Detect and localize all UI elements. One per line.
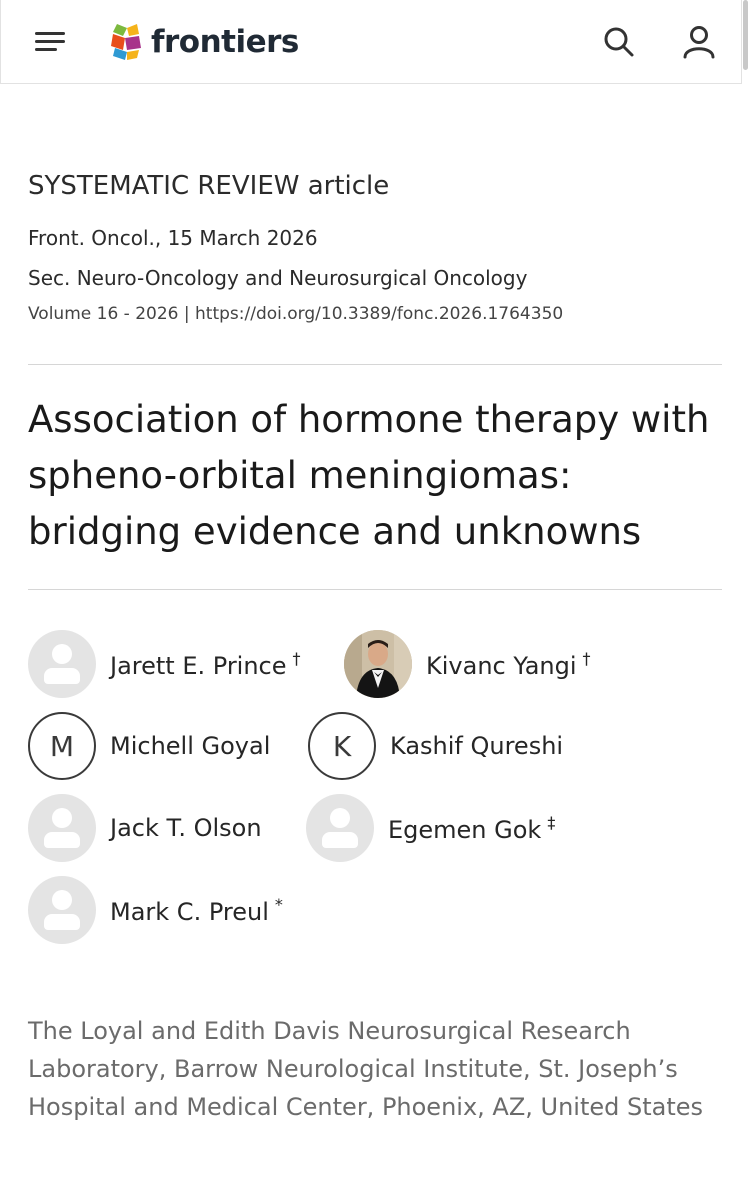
author-name: Michell Goyal [110, 732, 271, 760]
search-icon[interactable] [599, 22, 639, 62]
frontiers-cube-icon [109, 22, 145, 62]
journal-section: Sec. Neuro-Oncology and Neurosurgical Oncology [28, 266, 528, 290]
frontiers-logo[interactable] [109, 20, 299, 64]
avatar-placeholder-icon [28, 794, 96, 862]
author-item[interactable] [28, 630, 301, 698]
author-name: Kashif Qureshi [390, 732, 564, 760]
author-item[interactable] [306, 794, 555, 862]
doi-link[interactable]: https://doi.org/10.3389/fonc.2026.1764350 [195, 304, 564, 324]
avatar-placeholder-icon [306, 794, 374, 862]
volume-label: Volume 16 - 2026 [28, 304, 179, 324]
avatar-initial: K [308, 712, 376, 780]
volume-line [28, 302, 728, 326]
affiliation-text: The Loyal and Edith Davis Neurosurgical Research Laboratory, Barrow Neurological Institute, St. Joseph’s Hospital and Medical Center, Phoenix, AZ, United States [28, 1017, 704, 1121]
divider-top [28, 364, 722, 365]
author-mark: † [582, 648, 591, 668]
author-item[interactable] [28, 712, 270, 780]
author-item[interactable] [28, 876, 283, 944]
user-icon[interactable] [679, 22, 719, 62]
avatar-placeholder-icon [28, 876, 96, 944]
author-mark: ‡ [547, 812, 556, 832]
author-item[interactable] [344, 630, 591, 698]
article-meta [28, 168, 728, 326]
journal-date: Front. Oncol., 15 March 2026 [28, 226, 318, 250]
brand-name: frontiers [151, 24, 299, 60]
author-name: Jarett E. Prince † [110, 648, 301, 680]
author-name: Kivanc Yangi † [426, 648, 591, 680]
article-type: SYSTEMATIC REVIEW article [28, 171, 390, 201]
divider-bottom [28, 589, 722, 590]
author-photo [344, 630, 412, 698]
author-name: Egemen Gok ‡ [388, 812, 556, 844]
scrollbar[interactable] [743, 0, 748, 70]
author-mark: † [292, 648, 301, 668]
author-item[interactable] [308, 712, 563, 780]
author-mark: * [274, 894, 283, 914]
article-title: Association of hormone therapy with spheno-orbital meningiomas: bridging evidence and unknowns [28, 398, 710, 553]
author-name: Mark C. Preul * [110, 894, 283, 926]
volume-separator: | [183, 304, 190, 324]
hamburger-menu-icon[interactable] [27, 26, 71, 60]
author-name: Jack T. Olson [110, 814, 262, 842]
avatar-initial: M [28, 712, 96, 780]
avatar-placeholder-icon [28, 630, 96, 698]
author-item[interactable] [28, 794, 262, 862]
top-nav-bar [0, 0, 742, 84]
